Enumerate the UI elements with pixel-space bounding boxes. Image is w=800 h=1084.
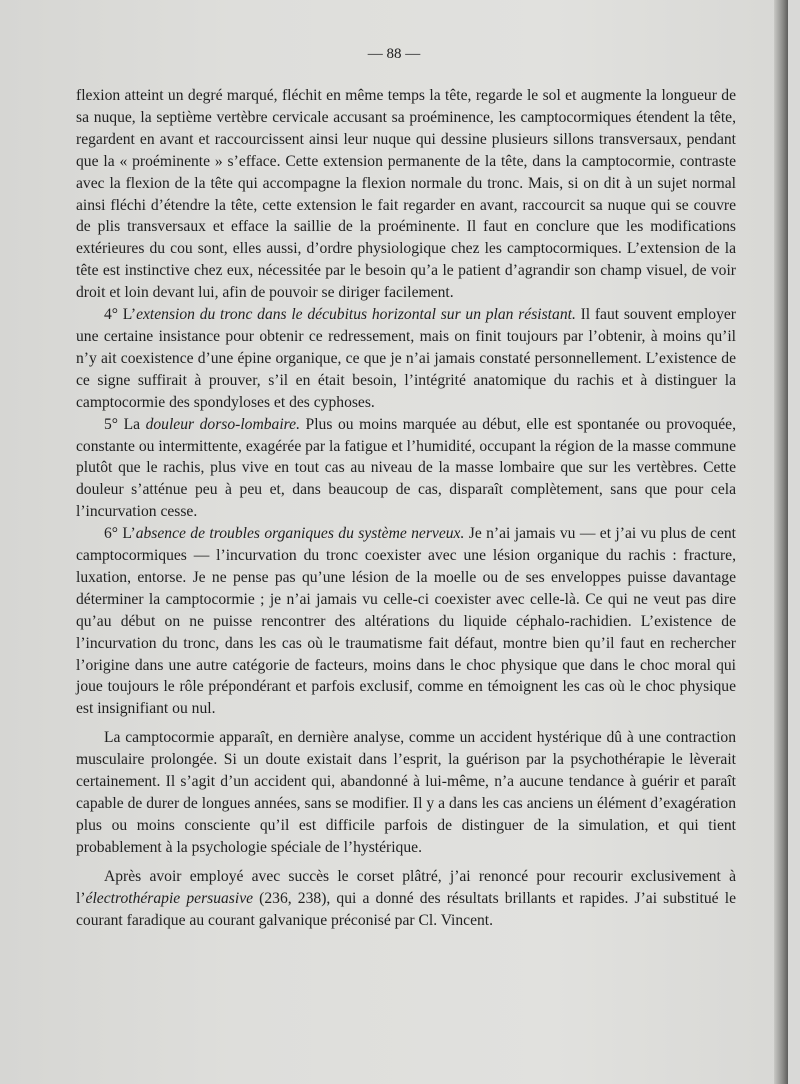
paragraph-lead: Après avoir employé avec succès le corset plâtré, j’ai renoncé pour recourir exclusivement à l’ <box>76 867 736 907</box>
page-edge-shadow <box>774 0 788 1084</box>
paragraph-lead: 4° L’ <box>104 306 137 324</box>
paragraph-emphasis: électrothérapie persuasive <box>85 889 254 907</box>
paragraph-text: flexion atteint un degré marqué, fléchit en même temps la tête, regarde le sol et augmente la longueur de sa nuque, la septième vertèbre cervicale accusant sa proéminence, les camptocormiques étendent la tête, regardent en avant et raccourcissent ainsi leur nuque qui dessine plusieurs sillons transversaux, pendant que la « proéminente » s’efface. Cette extension permanente de la tête, dans la camptocormie, contraste avec la flexion de la tête qui accompagne la flexion normale du tronc. Mais, si on dit à un sujet normal ainsi fléchi d’étendre la tête, cette extension le fait regarder en avant, raccourcit sa nuque qui se couvre de plis transversaux et efface la saillie de la proéminente. Il faut en conclure que les modifications extérieures du cou sont, elles aussi, d’ordre physiologique chez les camptocormiques. L’extension de la tête est instinctive chez eux, nécessitée par le besoin qu’a le patient d’agrandir son champ visuel, de voir droit et loin devant lui, afin de pouvoir se diriger facilement. <box>76 87 736 302</box>
paragraph-treatment <box>76 866 736 932</box>
paragraph-flexion-continuation <box>76 85 736 304</box>
paragraph-text: (236, 238), qui a donné des résultats brillants et rapides. J’ai substitué le courant faradique au courant galvanique préconisé par Cl. Vincent. <box>76 889 736 929</box>
paragraph-sign-5 <box>76 414 736 524</box>
paragraph-text: Plus ou moins marquée au début, elle est spontanée ou provoquée, constante ou intermittente, exagérée par la fatigue et l’humidité, occupant la région de la masse commune plutôt que le rachis, plus vive en tout cas au niveau de la masse lombaire que sur les vertèbres. Cette douleur s’atténue peu à peu et, dans beaucoup de cas, disparaît complètement, sans que pour cela l’incurvation cesse. <box>76 415 736 521</box>
paragraph-emphasis: absence de troubles organiques du système nerveux. <box>135 525 465 543</box>
paragraph-lead: 5° La <box>104 415 146 433</box>
paragraph-text: Je n’ai jamais vu — et j’ai vu plus de cent camptocormiques — l’incurvation du tronc coexister avec une lésion organique du rachis : fracture, luxation, entorse. Je ne pense pas qu’une lésion de la moelle ou de ses enveloppes puisse davantage déterminer la camptocormie ; je n’ai jamais vu celle-ci coexister avec celle-là. Ce qui ne veut pas dire qu’au début on ne puisse rencontrer des altérations du liquide céphalo-rachidien. L’existence de l’incurvation du tronc, dans les cas où le traumatisme fait défaut, montre bien qu’il faut en rechercher l’origine dans une autre catégorie de facteurs, moins dans le choc physique que dans le choc moral qui joue toujours le rôle prépondérant et parfois exclusif, comme en témoignent les cas où le choc physique est insignifiant ou nul. <box>76 525 737 718</box>
paragraph-text: Il faut souvent employer une certaine insistance pour obtenir ce redressement, mais on finit toujours par l’obtenir, à moins qu’il n’y ait coexistence d’une épine organique, ce que je n’ai jamais constaté personnellement. L’existence de ce signe suffirait à prouver, s’il en était besoin, l’intégrité anatomique du rachis et à distinguer la camptocormie des spondyloses et des cyphoses. <box>76 306 737 411</box>
paragraph-conclusion <box>76 727 736 858</box>
body-text <box>76 85 736 931</box>
paragraph-text: La camptocormie apparaît, en dernière analyse, comme un accident hystérique dû à une contraction musculaire prolongée. Si un doute existait dans l’esprit, la guérison par la psychothérapie le lèverait certainement. Il s’agit d’un accident qui, abandonné à lui-même, n’a aucune tendance à guérir et paraît capable de durer de longues années, sans se modifier. Il y a dans les cas anciens un élément d’exagération plus ou moins consciente qu’il est difficile parfois de distinguer de la simulation, et qui tient probablement à la psychologie spéciale de l’hystérique. <box>76 729 736 856</box>
page-number: — 88 — <box>367 46 421 62</box>
paragraph-sign-6 <box>76 523 736 720</box>
paragraph-emphasis: extension du tronc dans le décubitus horizontal sur un plan résistant. <box>136 306 576 324</box>
paragraph-emphasis: douleur dorso-lombaire. <box>145 415 300 433</box>
paragraph-lead: 6° L’ <box>104 525 136 543</box>
paragraph-sign-4 <box>76 304 736 414</box>
